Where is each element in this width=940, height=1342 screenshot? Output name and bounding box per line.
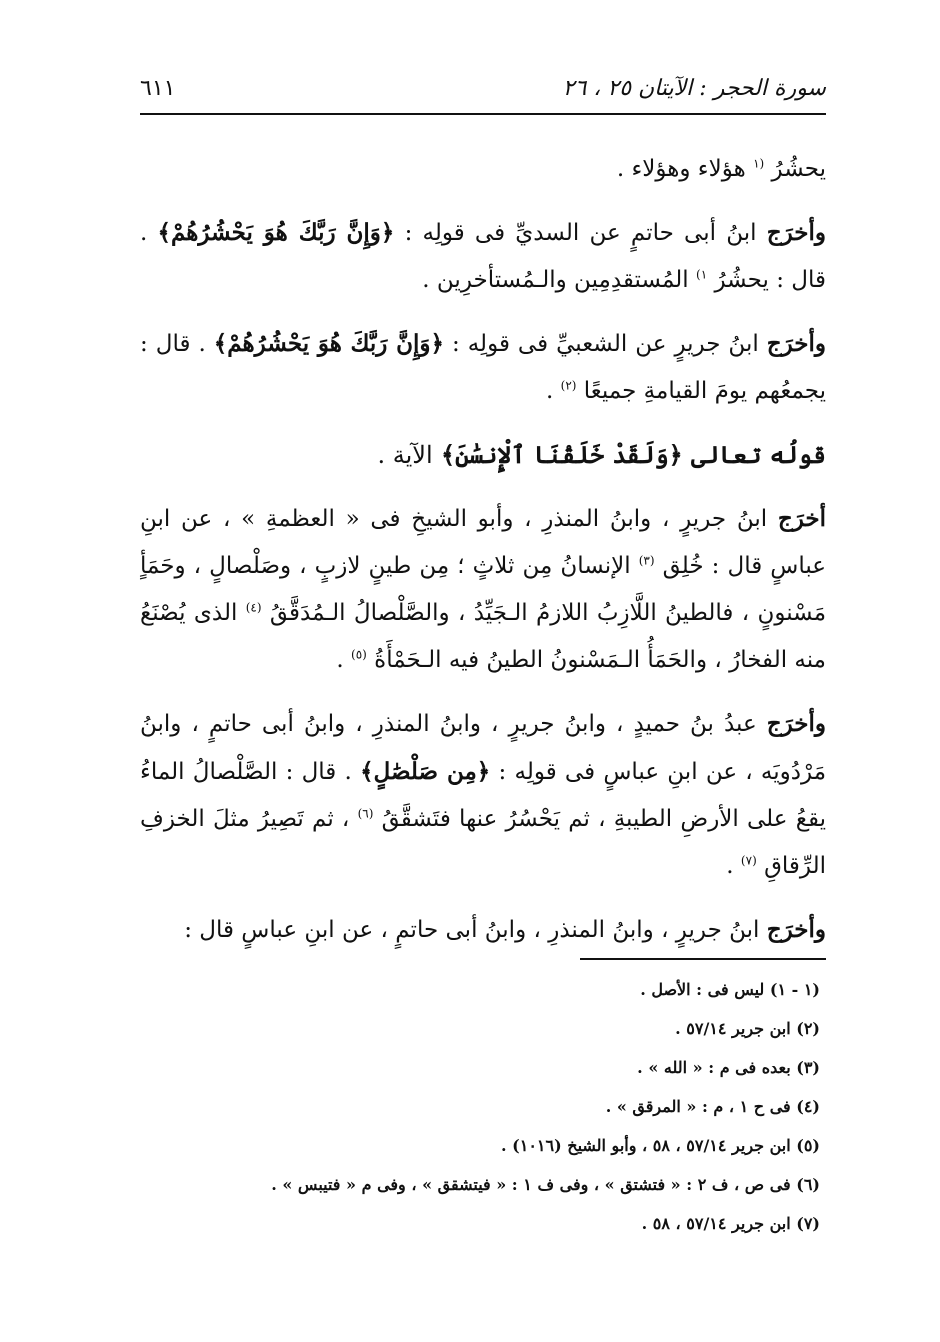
p5-lead: وأخرَج xyxy=(766,710,827,737)
p4-text3: الذى يُصْنَعُ منه الفخارُ ، والحَمَأُ الـمَسْنونُ الطينُ فيه الـحَمْأَةُ xyxy=(140,600,826,673)
footnote-2: (٢) ابن جرير ٥٧/١٤ . xyxy=(675,1019,820,1038)
footnote-ref: (٢) xyxy=(560,378,577,393)
quran-quote: ﴿وَإِنَّ رَبَّكَ هُوَ يَحْشُرُهُمْ﴾ xyxy=(213,330,444,357)
paragraph-4 xyxy=(140,495,826,684)
quran-quote: ﴿وَلَقَدْ خَلَقْنَا ٱلْإِنسَٰنَ﴾ xyxy=(441,440,683,469)
running-title: سورة الحجر : الآيتان ٢٥ ، ٢٦ xyxy=(562,75,826,101)
p4-text2: الإنسانُ مِن ثلاثٍ ؛ مِن طينٍ لازبٍ ، وصَلْصالٍ ، وحَمَأٍ مَسْنونٍ ، فالطينُ اللَّازِبُ اللازمُ الـجَيِّدُ ، والصَّلْصالُ الـمُدَقَّقُ xyxy=(140,553,827,626)
footnote-ref: (٦) xyxy=(357,806,374,821)
p5-text3: ، ثم تَصِيرُ مثلَ الخزفِ الرِّقاقِ xyxy=(140,806,826,879)
p2-text1: ابنُ أبى حاتمٍ عن السديِّ فى قولِه : xyxy=(404,220,757,246)
p3-tail: . xyxy=(546,378,554,404)
paragraph-3 xyxy=(140,320,826,415)
quran-quote: ﴿وَإِنَّ رَبَّكَ هُوَ يَحْشُرُهُمْ﴾ xyxy=(157,219,395,246)
paragraph-1 xyxy=(140,146,826,193)
p4-text1: ابنُ جريرٍ ، وابنُ المنذرِ ، وأبو الشيخِ فى « العظمةِ » ، عن ابنِ عباسٍ قال : خُلِق xyxy=(140,506,827,579)
p6-lead: وأخرَج xyxy=(766,916,826,943)
footnotes xyxy=(140,970,820,1243)
p4-lead: أخرَج xyxy=(777,505,826,532)
footnote-6: (٦) فى ص ، ف ٢ : « فتشتق » ، وفى ف ١ : « فيتشقق » ، وفى م « فتيبس » . xyxy=(271,1175,820,1194)
quran-quote: ﴿مِن صَلْصَٰلٍ﴾ xyxy=(360,758,491,785)
p1-tail: هؤلاء وهؤلاء . xyxy=(616,156,746,182)
footnote-ref: (٣) xyxy=(638,553,655,568)
p3-text1: ابنُ جريرٍ عن الشعبيِّ فى قولِه : xyxy=(451,331,759,357)
p5-text2: . قال : الصَّلْصالُ الماءُ يقعُ على الأرضِ الطيبةِ ، ثم يَحْسُرُ عنها فتَشقَّقُ xyxy=(140,759,826,832)
paragraph-5 xyxy=(140,700,826,890)
page-number: ٦١١ xyxy=(140,75,176,101)
footnote-4: (٤) فى ح ١ ، م : « المرقق » . xyxy=(605,1097,820,1116)
p1-text: يحشُرُ xyxy=(771,156,826,182)
paragraph-6 xyxy=(140,906,826,954)
heading-label: قولُه تعالى xyxy=(691,440,826,469)
footnote-1: (١ - ١) ليس فى : الأصل . xyxy=(640,980,820,999)
footnote-3: (٣) بعده فى م : « الله » . xyxy=(637,1058,820,1077)
header-rule xyxy=(140,113,826,115)
p6-text: ابنُ جريرٍ ، وابنُ المنذرِ ، وابنُ أبى حاتمٍ ، عن ابنِ عباسٍ قال : xyxy=(184,917,760,943)
page-header xyxy=(140,68,826,108)
footnote-ref: (٥) xyxy=(351,647,367,662)
p3-lead: وأخرَج xyxy=(766,330,826,357)
p5-text1: عبدُ بنُ حميدٍ ، وابنُ جريرٍ ، وابنُ المنذرِ ، وابنُ أبى حاتمٍ ، وابنُ مَرْدُويَه ، عن ابنِ عباسٍ فى قولِه : xyxy=(140,711,827,785)
main-text xyxy=(140,140,826,970)
section-heading xyxy=(140,431,826,479)
paragraph-2 xyxy=(140,209,826,304)
footnote-rule xyxy=(580,958,826,960)
footnote-5: (٥) ابن جرير ٥٧/١٤ ، ٥٨ ، وأبو الشيخ (١٠١٦) . xyxy=(501,1136,820,1155)
p2-lead: وأخرَج xyxy=(766,219,826,246)
p3-text2: . قال : يجمعُهم يومَ القيامةِ جميعًا xyxy=(140,331,826,404)
p5-tail: . xyxy=(726,853,734,879)
p2-tail: المُستقدِمِين والـمُستأخرِين . xyxy=(422,267,689,293)
heading-tail: الآية . xyxy=(377,441,433,469)
footnote-ref: (١ xyxy=(753,156,765,171)
p2-text2: . قال : يحشُرُ xyxy=(140,220,826,293)
footnote-ref: ١) xyxy=(696,267,708,282)
p4-tail: . xyxy=(336,647,344,673)
footnote-ref: (٤) xyxy=(245,600,262,615)
footnote-ref: (٧) xyxy=(740,853,757,868)
footnote-7: (٧) ابن جرير ٥٧/١٤ ، ٥٨ . xyxy=(641,1214,820,1233)
